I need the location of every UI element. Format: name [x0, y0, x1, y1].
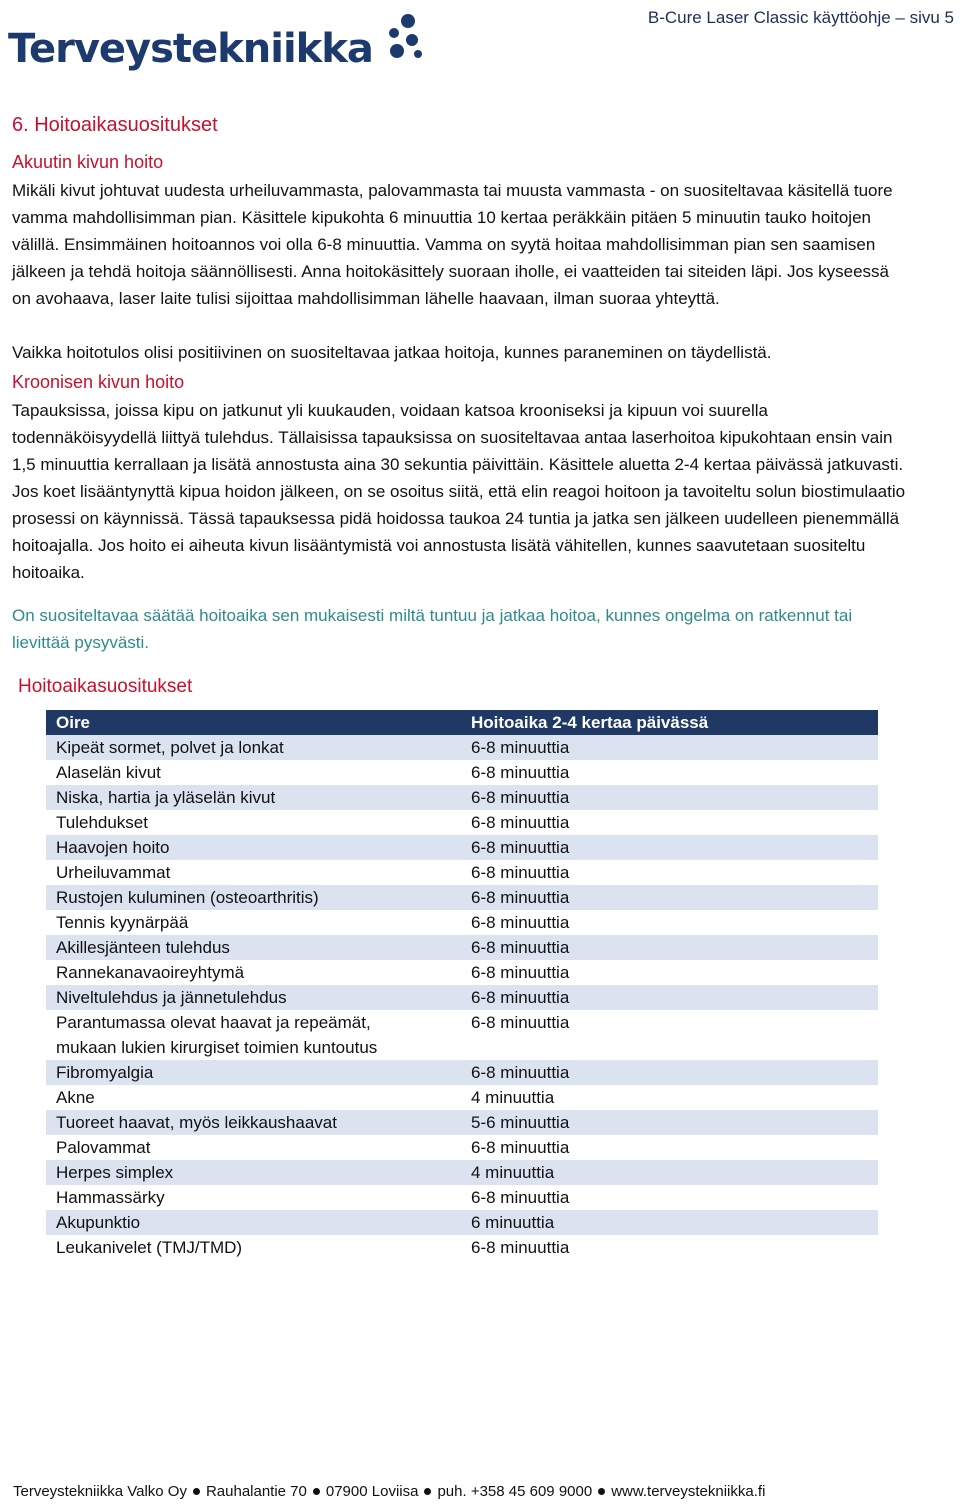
symptom-cell: Herpes simplex	[46, 1160, 461, 1185]
table-row	[46, 810, 878, 835]
symptom-cell: Parantumassa olevat haavat ja repeämät,	[56, 1013, 371, 1032]
time-cell: 6-8 minuuttia	[471, 813, 570, 832]
time-cell: 6-8 minuuttia	[471, 763, 570, 782]
footer-address: Rauhalantie 70	[205, 1483, 307, 1500]
treatment-advice: On suositeltavaa säätää hoitoaika sen mukaisesti miltä tuntuu ja jatkaa hoitoa, kunnes ongelma on ratkennut tai lievittää pysyvästi.	[12, 606, 853, 652]
page-footer	[13, 1483, 765, 1500]
table-row	[46, 935, 878, 960]
table-row	[46, 1035, 878, 1060]
time-cell: 6-8 minuuttia	[471, 1013, 570, 1032]
time-cell: 6-8 minuuttia	[461, 885, 878, 910]
table-row	[46, 860, 878, 885]
symptom-cell: Hammassärky	[56, 1188, 165, 1207]
symptom-cell: Akupunktio	[46, 1210, 461, 1235]
bullet-icon	[193, 1488, 200, 1495]
table-row	[46, 985, 878, 1010]
bullet-icon	[313, 1488, 320, 1495]
symptom-cell: Akillesjänteen tulehdus	[46, 935, 461, 960]
time-cell: 6-8 minuuttia	[471, 1138, 570, 1157]
time-cell: 6-8 minuuttia	[461, 785, 878, 810]
time-cell: 6-8 minuuttia	[461, 985, 878, 1010]
acute-pain-text: Mikäli kivut johtuvat uudesta urheiluvammasta, palovammasta tai muusta vammasta - on suositeltavaa käsitellä tuore vamma mahdollisimman pian. Käsittele kipukohta 6 minuuttia 10 kertaa peräkkäin pitäen 5 minuutin tauko hoitojen välillä. Ensimmäinen hoitoannos voi olla 6-8 minuuttia. Vamma on syytä hoitaa mahdollisimman pian sen saamisen jälkeen ja tehdä hoitoja säännöllisesti. Anna hoitokäsittely suoraan iholle, ei vaatteiden tai siteiden läpi. Jos kyseessä on avohaava, laser laite tulisi sijoittaa mahdollisimman lähelle haavaan, ilman suoraa yhteyttä.	[12, 181, 893, 308]
symptom-cell: Haavojen hoito	[46, 835, 461, 860]
symptom-cell: Tulehdukset	[56, 813, 148, 832]
terveystekniikka-logo	[8, 6, 428, 72]
footer-postal: 07900 Loviisa	[325, 1483, 419, 1500]
time-cell	[461, 1035, 878, 1060]
time-cell: 6-8 minuuttia	[471, 913, 570, 932]
chronic-pain-text: Tapauksissa, joissa kipu on jatkunut yli kuukauden, voidaan katsoa krooniseksi ja kipuun voi suurella todennäköisyydellä liittyä tulehdus. Tällaisissa tapauksissa on suositeltavaa antaa laserhoitoa kipukohtaan ensin vain 1,5 minuuttia kerrallaan ja lisätä annostusta aina 30 sekuntia päivittäin. Käsittele aluetta 2-4 kertaa päivässä jatkuvasti. Jos koet lisääntynyttä kipua hoidon jälkeen, on se osoitus siitä, että elin reagoi hoitoon ja tavoiteltu solun biostimulaatio prosessi on käynnissä. Tässä tapauksessa pidä hoidossa taukoa 24 tuntia ja jatka sen jälkeen uudelleen pienemmällä hoitoajalla. Jos hoito ei aiheuta kivun lisääntymistä voi annostusta lisätä vähitellen, kunnes saavutetaan suositeltu hoitoaika.	[12, 401, 906, 582]
section-title: 6. Hoitoaikasuositukset	[12, 114, 218, 136]
bullet-icon	[424, 1488, 431, 1495]
bullet-icon	[598, 1488, 605, 1495]
time-cell: 6-8 minuuttia	[461, 1060, 878, 1085]
table-row	[46, 1110, 878, 1135]
symptom-cell: mukaan lukien kirurgiset toimien kuntoutus	[56, 1038, 378, 1057]
footer-company: Terveystekniikka Valko Oy	[13, 1483, 187, 1500]
time-cell: 6-8 minuuttia	[461, 735, 878, 760]
table-row	[46, 785, 878, 810]
table-row	[46, 1185, 878, 1210]
table-row	[46, 1160, 878, 1185]
time-cell: 6-8 minuuttia	[461, 835, 878, 860]
document-title: B-Cure Laser Classic käyttöohje – sivu 5	[647, 8, 954, 27]
symptom-cell: Fibromyalgia	[46, 1060, 461, 1085]
table-row	[46, 1210, 878, 1235]
table-row	[46, 910, 878, 935]
table-header-row	[46, 710, 878, 735]
time-cell: 6-8 minuuttia	[471, 863, 570, 882]
symptom-cell: Akne	[56, 1088, 95, 1107]
table-row	[46, 1010, 878, 1035]
symptom-cell: Niveltulehdus ja jännetulehdus	[46, 985, 461, 1010]
table-row	[46, 885, 878, 910]
table-row	[46, 760, 878, 785]
table-row	[46, 1060, 878, 1085]
table-title: Hoitoaikasuositukset	[18, 676, 193, 697]
time-cell: 5-6 minuuttia	[461, 1110, 878, 1135]
acute-pain-heading: Akuutin kivun hoito	[12, 152, 164, 172]
table-row	[46, 735, 878, 760]
symptom-cell: Niska, hartia ja yläselän kivut	[46, 785, 461, 810]
symptom-cell: Tuoreet haavat, myös leikkaushaavat	[46, 1110, 461, 1135]
treatment-time-table	[46, 710, 878, 1260]
table-row	[46, 835, 878, 860]
symptom-cell: Rannekanavaoireyhtymä	[56, 963, 245, 982]
time-cell: 6-8 minuuttia	[471, 963, 570, 982]
symptom-cell: Rustojen kuluminen (osteoarthritis)	[46, 885, 461, 910]
acute-pain-followup: Vaikka hoitotulos olisi positiivinen on suositeltavaa jatkaa hoitoja, kunnes paraneminen on täydellistä.	[12, 343, 772, 362]
logo-wordmark: Terveystekniikka	[8, 26, 373, 72]
footer-website[interactable]: www.terveystekniikka.fi	[611, 1483, 766, 1500]
time-cell: 6-8 minuuttia	[471, 1238, 570, 1257]
symptom-cell: Kipeät sormet, polvet ja lonkat	[46, 735, 461, 760]
symptom-cell: Leukanivelet (TMJ/TMD)	[56, 1238, 243, 1257]
footer-phone: puh. +358 45 609 9000	[437, 1483, 593, 1500]
time-cell: 4 minuuttia	[471, 1088, 555, 1107]
table-row	[46, 1085, 878, 1110]
time-cell: 6-8 minuuttia	[471, 1188, 570, 1207]
time-cell: 6 minuuttia	[461, 1210, 878, 1235]
column-header-time: Hoitoaika 2-4 kertaa päivässä	[461, 710, 878, 735]
column-header-symptom: Oire	[46, 710, 461, 735]
time-cell: 6-8 minuuttia	[461, 935, 878, 960]
table-row	[46, 960, 878, 985]
chronic-pain-heading: Kroonisen kivun hoito	[12, 372, 185, 392]
symptom-cell: Alaselän kivut	[56, 763, 161, 782]
table-row	[46, 1135, 878, 1160]
table-row	[46, 1235, 878, 1260]
symptom-cell: Urheiluvammat	[56, 863, 171, 882]
time-cell: 4 minuuttia	[461, 1160, 878, 1185]
symptom-cell: Palovammat	[56, 1138, 151, 1157]
symptom-cell: Tennis kyynärpää	[56, 913, 189, 932]
